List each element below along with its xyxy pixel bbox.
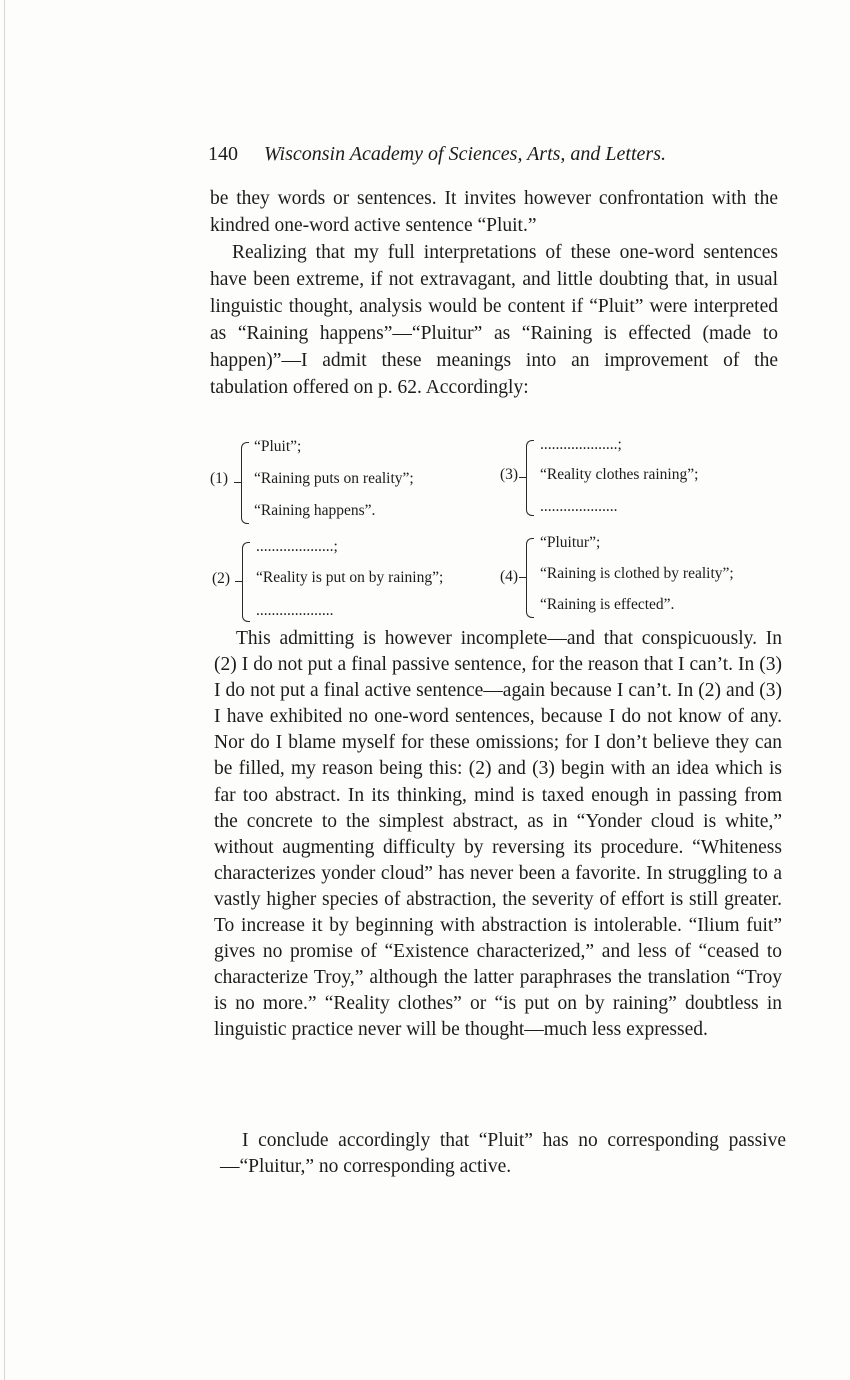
page-number: 140	[208, 143, 238, 165]
table-line: ....................;	[540, 436, 622, 453]
brace-tip-icon	[234, 482, 241, 483]
paragraph-continuation: be they words or sentences. It invites however confrontation with the kindred one-word active sentence “Pluit.”	[210, 188, 778, 236]
table-line: “Pluitur”;	[540, 534, 601, 551]
brace-tip-icon	[235, 581, 242, 582]
group-label: (4)	[500, 568, 519, 585]
table-line: ....................;	[256, 538, 338, 555]
running-header	[208, 143, 788, 166]
table-line: “Raining is effected”.	[540, 596, 675, 613]
table-line: “Pluit”;	[254, 438, 302, 455]
table-line: “Raining happens”.	[254, 502, 376, 519]
paragraph-conclusion: I conclude accordingly that “Pluit” has no corresponding passive—“Pluitur,” no corresponding active.	[220, 1130, 786, 1177]
brace-icon	[241, 442, 249, 524]
table-line: ....................	[540, 498, 618, 515]
brace-icon	[242, 542, 250, 622]
table-line: “Reality is put on by raining”;	[256, 569, 444, 586]
brace-tip-icon	[519, 477, 526, 478]
page-edge-rule	[4, 0, 5, 1380]
table-line: “Raining is clothed by reality”;	[540, 565, 734, 582]
table-line: “Raining puts on reality”;	[254, 470, 414, 487]
group-label: (2)	[212, 570, 231, 587]
group-label: (3)	[500, 466, 519, 483]
paragraph-realizing: Realizing that my full interpretations of these one-word sentences have been extreme, if not extravagant, and little doubting that, in usual linguistic thought, analysis would be content if “Pluit” were interpreted as “Raining happens”—“Pluitur” as “Raining is effected (made to happen)”—I admit these meanings into an improvement of the tabulation offered on p. 62. Accordingly:	[210, 242, 778, 398]
brace-tip-icon	[519, 577, 526, 578]
group-label: (1)	[210, 470, 229, 487]
running-title: Wisconsin Academy of Sciences, Arts, and Letters.	[264, 143, 666, 165]
paragraph-admitting: This admitting is however incomplete—and that conspicuously. In (2) I do not put a final passive sentence, for the reason that I can’t. In (3) I do not put a final active sentence—again because I can’t. In (2) and (3) I have exhibited no one-word sentences, because I do not know of any. Nor do I blame myself for these omissions; for I don’t believe they can be filled, my reason being this: (2) and (3) begin with an idea which is far too abstract. In its thinking, mind is taxed enough in passing from the concrete to the simplest abstract, as in “Yonder cloud is white,” without augmenting difficulty by reversing its procedure. “Whiteness characterizes yonder cloud” has never been a favorite. In struggling to a vastly higher species of abstraction, the severity of effort is still greater. To increase it by beginning with abstraction is intolerable. “Ilium fuit” gives no promise of “Existence characterized,” and less of “ceased to characterize Troy,” although the latter paraphrases the translation “Troy is no more.” “Reality clothes” or “is put on by raining” doubtless in linguistic practice never will be thought—much less expressed.	[214, 628, 782, 1041]
brace-icon	[526, 440, 534, 516]
table-line: “Reality clothes raining”;	[540, 466, 699, 483]
brace-icon	[526, 538, 534, 618]
table-line: ....................	[256, 602, 334, 619]
